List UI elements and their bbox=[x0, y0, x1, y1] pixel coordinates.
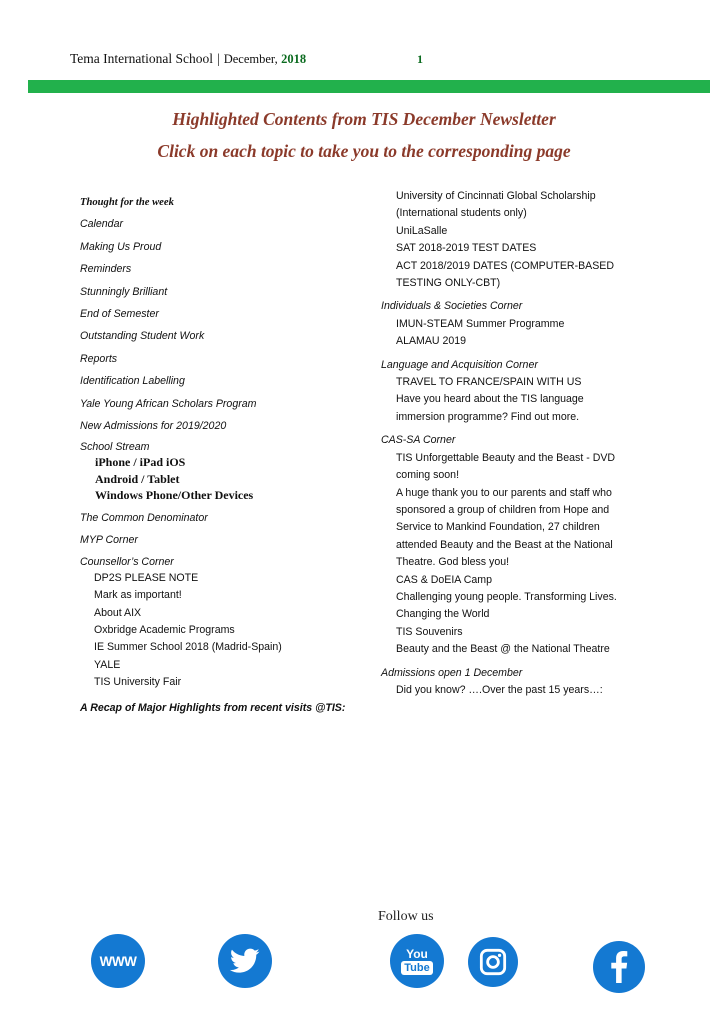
school-name: Tema International School bbox=[70, 51, 214, 66]
toc-heading-individuals[interactable]: Individuals & Societies Corner bbox=[381, 300, 523, 313]
page-number: 1 bbox=[417, 52, 423, 66]
toc-link-thank-you[interactable]: A huge thank you to our parents and staff who bbox=[396, 486, 612, 499]
toc-link-challenging[interactable]: Challenging young people. Transforming Lives. bbox=[396, 590, 617, 603]
header-divider-bar bbox=[28, 80, 710, 93]
toc-heading-cas[interactable]: CAS-SA Corner bbox=[381, 434, 456, 447]
language-group bbox=[381, 357, 681, 427]
facebook-f-icon bbox=[609, 951, 629, 983]
toc-link-act-dates-cont: TESTING ONLY-CBT) bbox=[396, 277, 501, 290]
toc-link-national-theatre[interactable]: Beauty and the Beast @ the National Theatre bbox=[396, 643, 610, 656]
newsletter-title: Highlighted Contents from TIS December Newsletter bbox=[172, 109, 556, 129]
toc-link-immersion[interactable]: Have you heard about the TIS language bbox=[396, 393, 584, 406]
youtube-you-text: You bbox=[406, 946, 428, 961]
www-text: WWW bbox=[99, 953, 137, 969]
header-month: December, bbox=[223, 52, 278, 66]
toc-link-ios[interactable]: iPhone / iPad iOS bbox=[95, 455, 186, 470]
toc-link-thought[interactable]: Thought for the week bbox=[80, 197, 174, 208]
toc-link-recap[interactable]: A Recap of Major Highlights from recent visits @TIS: bbox=[80, 701, 346, 714]
toc-link-android[interactable]: Android / Tablet bbox=[95, 471, 180, 486]
toc-link-end-of-semester[interactable]: End of Semester bbox=[80, 308, 159, 321]
toc-link-ie-summer[interactable]: IE Summer School 2018 (Madrid-Spain) bbox=[94, 641, 282, 654]
toc-link-alamau[interactable]: ALAMAU 2019 bbox=[396, 335, 467, 348]
toc-link-thank-you-cont2: Service to Mankind Foundation, 27 children bbox=[396, 521, 600, 534]
toc-link-thank-you-cont1: sponsored a group of children from Hope and bbox=[396, 503, 610, 516]
header-separator: | bbox=[217, 51, 220, 66]
website-icon[interactable] bbox=[91, 934, 145, 988]
toc-link-did-you-know[interactable]: Did you know? ….Over the past 15 years…: bbox=[396, 683, 603, 696]
toc-left-column bbox=[80, 194, 375, 717]
toc-link-oxbridge[interactable]: Oxbridge Academic Programs bbox=[94, 624, 235, 636]
toc-link-thank-you-cont3: attended Beauty and the Beast at the National bbox=[396, 538, 613, 551]
toc-heading-admissions[interactable]: Admissions open 1 December bbox=[381, 666, 523, 679]
twitter-icon[interactable] bbox=[218, 934, 272, 988]
toc-link-yale-young[interactable]: Yale Young African Scholars Program bbox=[80, 397, 257, 410]
toc-link-counsellors-corner[interactable]: Counsellor’s Corner bbox=[80, 555, 174, 568]
toc-link-identification[interactable]: Identification Labelling bbox=[80, 375, 185, 388]
toc-link-stunningly-brilliant[interactable]: Stunningly Brilliant bbox=[80, 285, 168, 298]
toc-link-reports[interactable]: Reports bbox=[80, 352, 118, 365]
toc-link-reminders[interactable]: Reminders bbox=[80, 263, 132, 276]
toc-link-university-fair[interactable]: TIS University Fair bbox=[94, 676, 182, 689]
toc-link-calendar[interactable]: Calendar bbox=[80, 218, 123, 231]
toc-link-common-denominator[interactable]: The Common Denominator bbox=[80, 511, 208, 524]
youtube-logo bbox=[401, 948, 432, 975]
admissions-group bbox=[381, 665, 681, 700]
youtube-icon[interactable] bbox=[390, 934, 444, 988]
toc-link-dvd-cont: coming soon! bbox=[396, 469, 460, 482]
page-header bbox=[70, 51, 306, 67]
toc-link-unilasalle[interactable]: UniLaSalle bbox=[396, 224, 448, 237]
newsletter-subtitle: Click on each topic to take you to the corresponding page bbox=[157, 141, 571, 161]
toc-link-souvenirs[interactable]: TIS Souvenirs bbox=[396, 625, 463, 638]
toc-link-mark-important[interactable]: Mark as important! bbox=[94, 589, 182, 602]
youtube-tube-text: Tube bbox=[401, 961, 432, 975]
toc-link-new-admissions[interactable]: New Admissions for 2019/2020 bbox=[80, 420, 227, 433]
toc-right-column bbox=[381, 188, 681, 705]
toc-link-act-dates[interactable]: ACT 2018/2019 DATES (COMPUTER-BASED bbox=[396, 259, 615, 272]
toc-link-cas-camp[interactable]: CAS & DoEIA Camp bbox=[396, 573, 492, 586]
follow-us-label: Follow us bbox=[378, 909, 434, 924]
toc-link-imun[interactable]: IMUN-STEAM Summer Programme bbox=[396, 317, 565, 330]
toc-heading-language[interactable]: Language and Acquisition Corner bbox=[381, 358, 538, 371]
cas-group bbox=[381, 432, 681, 658]
toc-link-school-stream[interactable]: School Stream bbox=[80, 441, 150, 454]
toc-link-yale[interactable]: YALE bbox=[94, 658, 121, 671]
individuals-group bbox=[381, 298, 681, 350]
toc-link-cincinnati-note: (International students only) bbox=[396, 207, 527, 220]
recap-group bbox=[381, 188, 681, 292]
toc-link-outstanding-work[interactable]: Outstanding Student Work bbox=[80, 330, 205, 343]
toc-link-sat-dates[interactable]: SAT 2018-2019 TEST DATES bbox=[396, 242, 537, 255]
instagram-icon[interactable] bbox=[468, 937, 518, 987]
facebook-icon[interactable] bbox=[593, 941, 645, 993]
toc-link-immersion-cont: immersion programme? Find out more. bbox=[396, 410, 580, 423]
toc-link-changing-world[interactable]: Changing the World bbox=[396, 608, 490, 621]
toc-link-myp-corner[interactable]: MYP Corner bbox=[80, 534, 138, 547]
instagram-camera-icon bbox=[479, 948, 507, 976]
twitter-bird-icon bbox=[230, 948, 260, 974]
toc-link-dvd[interactable]: TIS Unforgettable Beauty and the Beast - DVD bbox=[396, 451, 616, 464]
toc-link-dp2s[interactable]: DP2S PLEASE NOTE bbox=[94, 571, 199, 584]
toc-link-about-aix[interactable]: About AIX bbox=[94, 606, 142, 619]
toc-link-windows-phone[interactable]: Windows Phone/Other Devices bbox=[95, 488, 254, 503]
header-year: 2018 bbox=[281, 52, 307, 66]
toc-link-travel[interactable]: TRAVEL TO FRANCE/SPAIN WITH US bbox=[396, 376, 582, 389]
toc-link-cincinnati[interactable]: University of Cincinnati Global Scholarship bbox=[396, 190, 596, 202]
toc-link-thank-you-cont4: Theatre. God bless you! bbox=[396, 556, 510, 569]
toc-link-making-us-proud[interactable]: Making Us Proud bbox=[80, 240, 162, 253]
